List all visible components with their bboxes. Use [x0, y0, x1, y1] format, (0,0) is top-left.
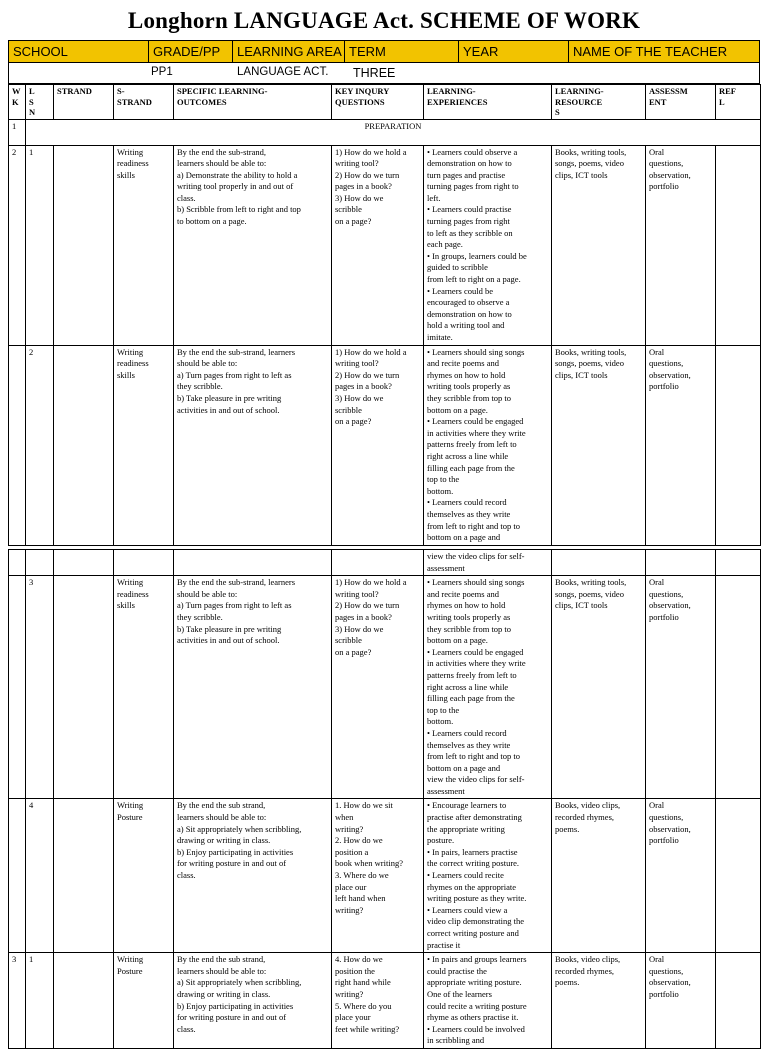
document-title: Longhorn LANGUAGE Act. SCHEME OF WORK: [127, 8, 641, 33]
lesson-row: [9, 953, 761, 1049]
cell-assessment: [646, 550, 716, 576]
cell-outcomes: By the end the sub strand, learners should be able to: a) Sit appropriately when scribbling, drawing or writing in class. b) Enjoy participating in activities for writing posture in and out of class.: [174, 799, 332, 953]
cell-questions: 1. How do we sit when writing? 2. How do we position a book when writing? 3. Where do we place our left hand when writing?: [332, 799, 424, 953]
header-label-term: TERM: [345, 41, 459, 62]
header-value-grade: PP1: [151, 66, 173, 78]
cell-questions: 1) How do we hold a writing tool? 2) How do we turn pages in a book? 3) How do we scribble on a page?: [332, 145, 424, 345]
header-label-teacher: NAME OF THE TEACHER: [573, 44, 728, 59]
col-header-refl: REF L: [716, 85, 761, 120]
cell-wk: [9, 799, 26, 953]
cell-strand: [54, 145, 114, 345]
cell-wk: [9, 576, 26, 799]
cell-sub-strand: Writing readiness skills: [114, 576, 174, 799]
cell-assessment: Oral questions, observation, portfolio: [646, 145, 716, 345]
cell-resources: Books, writing tools, songs, poems, video clips, ICT tools: [552, 345, 646, 545]
cell-sub-strand: Writing readiness skills: [114, 345, 174, 545]
cell-outcomes: By the end the sub-strand, learners should be able to: a) Demonstrate the ability to hold a writing tool properly in and out of class. b) Scribble from left to right and top to bottom on a page.: [174, 145, 332, 345]
scheme-table-page-2: [8, 549, 761, 1049]
cell-lsn: [26, 550, 54, 576]
cell-refl: [716, 576, 761, 799]
cell-strand: [54, 953, 114, 1049]
cell-sub-strand: [114, 550, 174, 576]
cell-sub-strand: Writing readiness skills: [114, 145, 174, 345]
cell-resources: Books, writing tools, songs, poems, video clips, ICT tools: [552, 145, 646, 345]
header-label-school: SCHOOL: [9, 41, 149, 62]
cell-strand: [54, 799, 114, 953]
cell-experiences: • Encourage learners to practise after demonstrating the appropriate writing posture. • In pairs, learners practise the correct writing posture. • Learners could recite rhymes on the appropriate writing posture as they write. • Learners could view a video clip demonstrating the correct writing posture and practise it: [424, 799, 552, 953]
cell-questions: 1) How do we hold a writing tool? 2) How do we turn pages in a book? 3) How do we scribble on a page?: [332, 576, 424, 799]
cell-experiences: • Learners should sing songs and recite poems and rhymes on how to hold writing tools properly as they scribble from top to bottom on a page. • Learners could be engaged in activities where they write patterns freely from left to right across a line while filling each page from the top to the bottom. • Learners could record themselves as they write from left to right and top to bottom on a page and view the video clips for self- assessment: [424, 576, 552, 799]
cell-wk: [9, 345, 26, 545]
cell-lsn: 3: [26, 576, 54, 799]
cell-refl: [716, 550, 761, 576]
cell-sub-strand: Writing Posture: [114, 953, 174, 1049]
cell-strand: [54, 345, 114, 545]
col-header-experiences: LEARNING- EXPERIENCES: [424, 85, 552, 120]
col-header-questions: KEY INQURY QUESTIONS: [332, 85, 424, 120]
cell-questions: 4. How do we position the right hand while writing? 5. Where do you place your feet while writing?: [332, 953, 424, 1049]
cell-refl: [716, 345, 761, 545]
header-value-term: THREE: [353, 66, 396, 80]
header-label-learning-area: LEARNING AREA: [233, 41, 345, 62]
cell-lsn: 1: [26, 145, 54, 345]
cell-refl: [716, 953, 761, 1049]
lesson-row: [9, 550, 761, 576]
col-header-sub-strand: S- STRAND: [114, 85, 174, 120]
col-header-assessment: ASSESSM ENT: [646, 85, 716, 120]
cell-outcomes: By the end the sub-strand, learners should be able to: a) Turn pages from right to left as they scribble. b) Take pleasure in pre writing activities in and out of school.: [174, 576, 332, 799]
cell-strand: [54, 576, 114, 799]
lesson-row: [9, 799, 761, 953]
cell-outcomes: By the end the sub strand, learners should be able to: a) Sit appropriately when scribbling, drawing or writing in class. b) Enjoy participating in activities for writing posture in and out of class.: [174, 953, 332, 1049]
cell-lsn: 4: [26, 799, 54, 953]
col-header-strand: STRAND: [54, 85, 114, 120]
scheme-table-page-1: [8, 84, 761, 546]
cell-experiences: • Learners could observe a demonstration on how to turn pages and practise turning pages from right to left. • Learners could practise turning pages from right to left as they scribble on each page. • In groups, learners could be guided to scribble from left to right on a page. • Learners could be encouraged to observe a demonstration on how to hold a writing tool and imitate.: [424, 145, 552, 345]
cell-resources: Books, video clips, recorded rhymes, poems.: [552, 953, 646, 1049]
cell-resources: Books, writing tools, songs, poems, video clips, ICT tools: [552, 576, 646, 799]
column-header-row: [9, 85, 761, 120]
cell-strand: [54, 550, 114, 576]
cell-wk: [9, 550, 26, 576]
preparation-label: PREPARATION: [26, 119, 761, 145]
cell-questions: 1) How do we hold a writing tool? 2) How do we turn pages in a book? 3) How do we scribble on a page?: [332, 345, 424, 545]
header-label-grade: GRADE/PP: [149, 41, 233, 62]
cell-resources: [552, 550, 646, 576]
cell-assessment: Oral questions, observation, portfolio: [646, 345, 716, 545]
cell-wk: 3: [9, 953, 26, 1049]
col-header-wk: W K: [9, 85, 26, 120]
col-header-resources: LEARNING- RESOURCE S: [552, 85, 646, 120]
col-header-outcomes: SPECIFIC LEARNING- OUTCOMES: [174, 85, 332, 120]
preparation-row: [9, 119, 761, 145]
cell-outcomes: By the end the sub-strand, learners should be able to: a) Turn pages from right to left as they scribble. b) Take pleasure in pre writing activities in and out of school.: [174, 345, 332, 545]
header-label-year: YEAR: [459, 41, 569, 62]
lesson-row: [9, 576, 761, 799]
col-header-lsn: L S N: [26, 85, 54, 120]
lesson-row: [9, 345, 761, 545]
cell-wk: 2: [9, 145, 26, 345]
cell-lsn: 2: [26, 345, 54, 545]
header-value-row: [8, 63, 760, 84]
cell-outcomes: [174, 550, 332, 576]
cell-resources: Books, video clips, recorded rhymes, poems.: [552, 799, 646, 953]
cell-experiences: • In pairs and groups learners could practise the appropriate writing posture. One of the learners could recite a writing posture rhyme as others practise it. • Learners could be involved in scribbling and: [424, 953, 552, 1049]
cell-experiences: • Learners should sing songs and recite poems and rhymes on how to hold writing tools properly as they scribble from top to bottom on a page. • Learners could be engaged in activities where they write patterns freely from left to right across a line while filling each page from the top to the bottom. • Learners could record themselves as they write from left to right and top to bottom on a page and: [424, 345, 552, 545]
cell-wk: 1: [9, 119, 26, 145]
cell-experiences: view the video clips for self- assessment: [424, 550, 552, 576]
lesson-row: [9, 145, 761, 345]
header-value-learning-area: LANGUAGE ACT.: [237, 66, 329, 78]
cell-lsn: 1: [26, 953, 54, 1049]
cell-refl: [716, 145, 761, 345]
header-label-row: [8, 40, 760, 63]
cell-sub-strand: Writing Posture: [114, 799, 174, 953]
cell-assessment: Oral questions, observation, portfolio: [646, 953, 716, 1049]
cell-refl: [716, 799, 761, 953]
cell-assessment: Oral questions, observation, portfolio: [646, 799, 716, 953]
cell-questions: [332, 550, 424, 576]
cell-assessment: Oral questions, observation, portfolio: [646, 576, 716, 799]
